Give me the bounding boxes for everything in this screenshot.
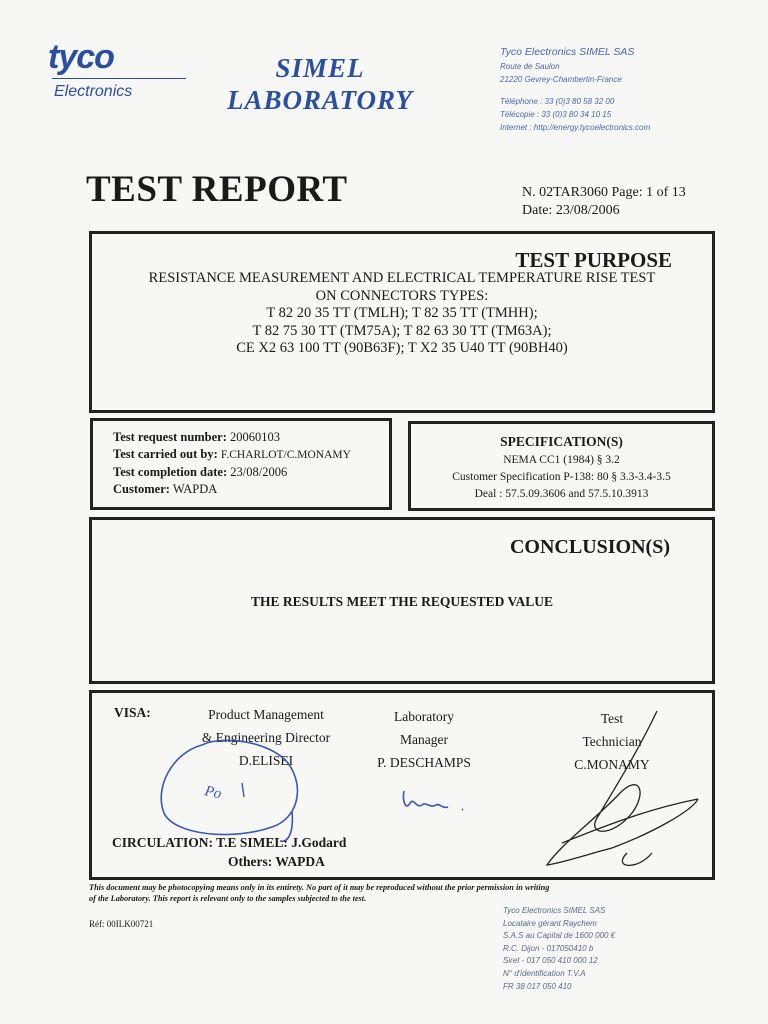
request-number-label: Test request number: [113, 430, 227, 444]
visa-manager-column [354, 705, 494, 774]
specification-heading: SPECIFICATION(S) [500, 434, 623, 449]
company-address1: Route de Saulon [500, 62, 560, 71]
purpose-line: T 82 75 30 TT (TM75A); T 82 63 30 TT (TM63A); [252, 322, 552, 339]
technician-title-line1: Test [600, 711, 624, 726]
specification-line1: NEMA CC1 (1984) § 3.2 [503, 454, 620, 466]
purpose-line: ON CONNECTORS TYPES: [315, 287, 489, 304]
carried-out-label: Test carried out by: [113, 447, 218, 461]
disclaimer-line2: of the Laboratory. This report is relevant only to the samples subjected to the test. [89, 894, 367, 903]
specification-line2: Customer Specification P-138: 80 § 3.3-3.4-3.5 [452, 471, 671, 483]
others-line: Others: WAPDA [228, 854, 325, 869]
lab-title-line2: LABORATORY [226, 85, 414, 115]
logo-rule [52, 78, 186, 79]
manager-name: P. DESCHAMPS [377, 755, 471, 770]
visa-director-column [164, 703, 368, 772]
specification-line3: Deal : 57.5.09.3606 and 57.5.10.3913 [474, 488, 649, 500]
test-purpose-heading: TEST PURPOSE [515, 248, 672, 272]
purpose-line: T 82 20 35 TT (TMLH); T 82 35 TT (TMHH); [266, 305, 538, 321]
test-request-box [90, 418, 392, 510]
lab-title [210, 52, 430, 116]
disclaimer [89, 882, 689, 904]
company-phone: Téléphone : 33 (0)3 80 58 32 00 [500, 97, 615, 106]
report-title: TEST REPORT [86, 169, 348, 210]
footer-company-line: Siret - 017 050 410 000 12 [503, 956, 598, 966]
request-number-value: 20060103 [230, 430, 281, 444]
customer-row [113, 481, 389, 498]
purpose-line: RESISTANCE MEASUREMENT AND ELECTRICAL TEMPERATURE RISE TEST [148, 270, 656, 286]
director-title-line2: & Engineering Director [201, 730, 331, 745]
report-number-line: N. 02TAR3060 Page: 1 of 13 [522, 185, 686, 200]
footer-company-line: FR 38 017 050 410 [503, 981, 572, 991]
manager-signature [403, 791, 463, 810]
footer-company-line: Locataire gérant Raychem [503, 918, 597, 928]
customer-value: WAPDA [172, 482, 218, 496]
visa-technician-column [532, 707, 692, 776]
technician-title-line2: Technician [582, 734, 642, 749]
circulation-line: CIRCULATION: T.E SIMEL: J.Godard [112, 835, 347, 850]
director-title-line1: Product Management [208, 707, 324, 722]
company-name: Tyco Electronics SIMEL SAS [500, 46, 635, 58]
completion-value: 23/08/2006 [230, 465, 288, 479]
footer-company-line: S.A.S au Capital de 1600 000 € [503, 931, 616, 941]
customer-label: Customer: [113, 482, 170, 496]
footer-company [503, 905, 615, 993]
carried-out-value: F.CHARLOT/C.MONAMY [220, 449, 351, 461]
technician-name: C.MONAMY [574, 757, 650, 772]
company-address [500, 44, 650, 134]
director-signature-initials: Po [203, 783, 223, 803]
completion-row [113, 464, 389, 481]
circulation [112, 833, 346, 871]
footer-company-line: N° d'identification T.V.A [503, 968, 586, 978]
manager-title-line2: Manager [400, 732, 448, 747]
footer-company-line: Tyco Electronics SIMEL SAS [503, 906, 606, 915]
test-purpose-body [92, 270, 712, 358]
report-number [522, 184, 686, 220]
completion-label: Test completion date: [113, 465, 228, 479]
conclusion-heading: CONCLUSION(S) [509, 536, 670, 558]
specification-box [408, 421, 715, 511]
manager-title-line1: Laboratory [394, 709, 454, 724]
director-name: D.ELISEI [238, 753, 294, 768]
visa-box [89, 690, 715, 880]
report-date-line: Date: 23/08/2006 [522, 203, 620, 218]
purpose-line: CE X2 63 100 TT (90B63F); T X2 35 U40 TT (90BH40) [236, 340, 568, 356]
disclaimer-line1: This document may be photocopying means only in its entirety. No part of it may be reproduced without the prior permission in writing [89, 883, 550, 892]
logo-word: tyco [48, 38, 114, 76]
visa-label: VISA: [114, 705, 151, 720]
conclusion-box [89, 517, 715, 684]
reference-number: Réf: 00ILK00721 [89, 919, 154, 929]
company-internet: Internet : http://energy.tycoelectronics.com [500, 123, 651, 132]
conclusion-text: THE RESULTS MEET THE REQUESTED VALUE [251, 594, 553, 609]
company-address2: 21220 Gevrey-Chambertin-France [500, 75, 622, 84]
carried-out-row [113, 446, 389, 464]
director-signature-mark [242, 783, 244, 797]
test-purpose-box [89, 231, 715, 413]
footer-company-line: R.C. Dijon - 017050410 b [503, 943, 594, 953]
tyco-logo [48, 40, 188, 101]
company-fax: Télécopie : 33 (0)3 80 34 10 15 [500, 110, 612, 119]
request-number-row [113, 429, 389, 446]
logo-subtitle: Electronics [54, 83, 133, 100]
lab-title-line1: SIMEL [275, 53, 365, 83]
